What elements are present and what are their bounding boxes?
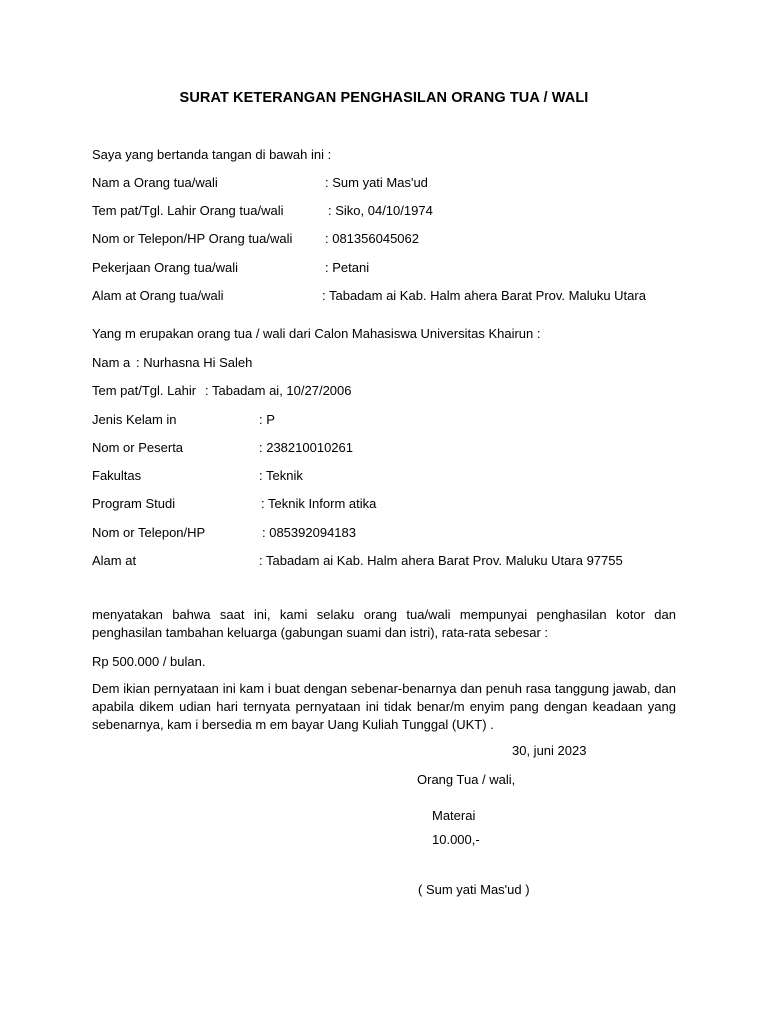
document-title: SURAT KETERANGAN PENGHASILAN ORANG TUA / WALI — [179, 90, 589, 106]
parent-birth-value: : Siko, 04/10/1974 — [328, 203, 433, 218]
signatory-name: ( Sum yati Mas'ud ) — [418, 882, 530, 897]
student-program-value: : Teknik Inform atika — [261, 496, 377, 511]
student-participant-value: : 238210010261 — [259, 440, 353, 455]
student-faculty-value: : Teknik — [259, 468, 303, 483]
closing-paragraph: Dem ikian pernyataan ini kam i buat dengan sebenar-benarnya dan penuh rasa tanggung jawab, dan apabila dikem udian hari ternyata pernyataan ini tidak benar/m enyim pang dengan keadaan yang sebenarnya, kam i bersedia m em bayar Uang Kuliah Tunggal (UKT) . — [92, 681, 676, 732]
student-birth-label: Tem pat/Tgl. Lahir — [92, 383, 197, 398]
signature-role: Orang Tua / wali, — [417, 772, 516, 787]
parent-job-value: : Petani — [325, 260, 370, 275]
student-participant-label: Nom or Peserta — [92, 440, 184, 455]
statement-paragraph: menyatakan bahwa saat ini, kami selaku orang tua/wali mempunyai penghasilan kotor dan penghasilan tambahan keluarga (gabungan suami dan istri), rata-rata sebesar : — [92, 607, 676, 640]
student-phone-value: : 085392094183 — [262, 525, 356, 540]
student-address-value: : Tabadam ai Kab. Halm ahera Barat Prov. Maluku Utara 97755 — [259, 553, 623, 568]
parent-phone-label: Nom or Telepon/HP Orang tua/wali — [92, 231, 293, 246]
parent-address-value: : Tabadam ai Kab. Halm ahera Barat Prov. Maluku Utara — [322, 288, 646, 303]
student-faculty-label: Fakultas — [92, 468, 142, 483]
parent-job-label: Pekerjaan Orang tua/wali — [92, 260, 238, 275]
student-program-label: Program Studi — [92, 496, 176, 511]
parent-birth-label: Tem pat/Tgl. Lahir Orang tua/wali — [92, 203, 284, 218]
stamp-label: Materai — [432, 808, 476, 823]
student-gender-value: : P — [259, 412, 275, 427]
intro-text: Saya yang bertanda tangan di bawah ini : — [92, 147, 332, 162]
student-name-label: Nam a — [92, 355, 131, 370]
student-birth-value: : Tabadam ai, 10/27/2006 — [205, 383, 352, 398]
signature-date: 30, juni 2023 — [512, 743, 587, 758]
stamp-value: 10.000,- — [432, 832, 480, 847]
parent-name-label: Nam a Orang tua/wali — [92, 175, 218, 190]
student-address-label: Alam at — [92, 553, 137, 568]
income-amount: Rp 500.000 / bulan. — [92, 654, 206, 669]
student-phone-label: Nom or Telepon/HP — [92, 525, 206, 540]
student-gender-label: Jenis Kelam in — [92, 412, 177, 427]
student-intro-text: Yang m erupakan orang tua / wali dari Calon Mahasiswa Universitas Khairun : — [92, 326, 541, 341]
parent-name-value: : Sum yati Mas'ud — [325, 175, 428, 190]
student-name-value: : Nurhasna Hi Saleh — [136, 355, 253, 370]
parent-phone-value: : 081356045062 — [325, 231, 419, 246]
parent-address-label: Alam at Orang tua/wali — [92, 288, 224, 303]
